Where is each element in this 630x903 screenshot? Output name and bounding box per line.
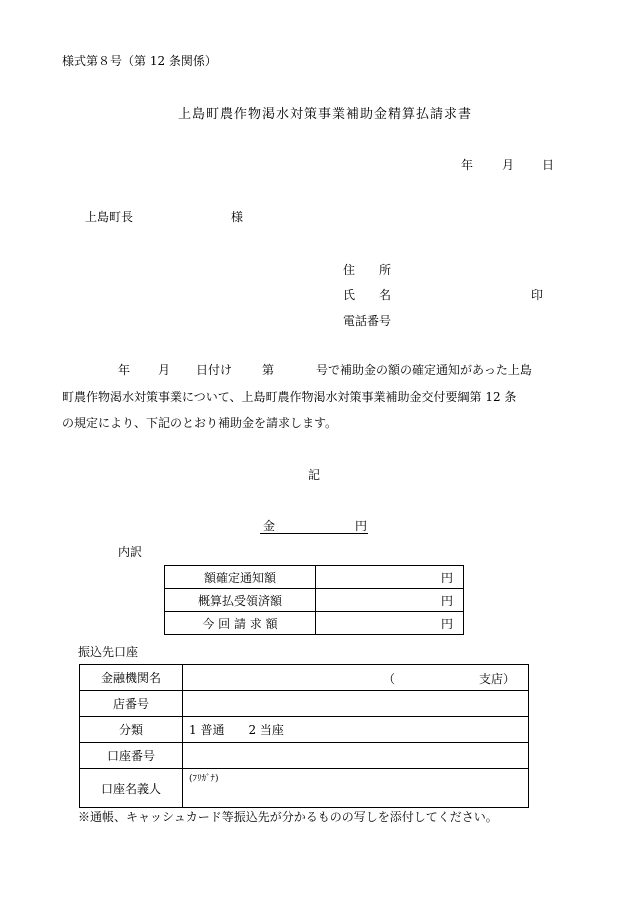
institution-field[interactable]: [183, 665, 529, 691]
phone-label: 電話番号: [343, 314, 392, 328]
table-row: [80, 691, 529, 717]
branch-open: （: [383, 672, 396, 686]
table-row: [80, 717, 529, 743]
amount-yen: 円: [355, 519, 368, 533]
branch-close: 支店）: [479, 672, 516, 686]
body-dai: 第: [262, 363, 275, 377]
table-row: [80, 769, 529, 808]
branch-number-label: 店番号: [80, 691, 183, 717]
body-line3: の規定により、下記のとおり補助金を請求します。: [62, 416, 338, 430]
account-number-label: 口座番号: [80, 743, 183, 769]
addressee-honorific: 様: [231, 210, 244, 224]
table-row: [165, 566, 464, 589]
page-title: 上島町農作物渇水対策事業補助金精算払請求書: [178, 107, 473, 122]
body-line2: 町農作物渇水対策事業について、上島町農作物渇水対策事業補助金交付要綱第 12 条: [62, 390, 517, 404]
date-day: 日: [542, 158, 555, 172]
breakdown-value[interactable]: 円: [316, 589, 464, 612]
holder-field[interactable]: [183, 769, 529, 808]
breakdown-heading: 内訳: [118, 545, 143, 559]
bank-heading: 振込先口座: [78, 645, 139, 659]
body-date: 日付け: [196, 363, 233, 377]
breakdown-label: 額確定通知額: [165, 566, 316, 589]
table-row: [80, 665, 529, 691]
breakdown-label: 今 回 請 求 額: [165, 612, 316, 635]
table-row: [165, 612, 464, 635]
form-number: 様式第８号（第 12 条関係）: [62, 54, 217, 68]
amount-line: [260, 517, 368, 534]
amount-kin: 金: [263, 519, 276, 533]
type-label: 分類: [80, 717, 183, 743]
address-label: 住 所: [343, 263, 392, 277]
name-label: 氏 名: [343, 288, 392, 302]
date-month: 月: [502, 158, 515, 172]
account-number-field[interactable]: [183, 743, 529, 769]
holder-label: 口座名義人: [80, 769, 183, 808]
addressee-name: 上島町長: [85, 210, 134, 224]
seal-mark: 印: [531, 288, 544, 302]
body-year: 年: [118, 363, 131, 377]
body-month: 月: [158, 363, 171, 377]
breakdown-value[interactable]: 円: [316, 566, 464, 589]
breakdown-table: [164, 565, 464, 635]
date-year: 年: [461, 158, 474, 172]
ki-heading: 記: [308, 468, 321, 482]
furigana-label: (ﾌﾘｶﾞﾅ): [189, 774, 219, 784]
type-field[interactable]: 1 普通 2 当座: [183, 717, 529, 743]
institution-label: 金融機関名: [80, 665, 183, 691]
table-row: [80, 743, 529, 769]
table-row: [165, 589, 464, 612]
bank-table: [79, 664, 529, 808]
branch-number-field[interactable]: [183, 691, 529, 717]
body-line1: 号で補助金の額の確定通知があった上島: [316, 363, 532, 377]
breakdown-label: 概算払受領済額: [165, 589, 316, 612]
attachment-note: ※通帳、キャッシュカード等振込先が分かるものの写しを添付してください。: [78, 810, 498, 824]
breakdown-value[interactable]: 円: [316, 612, 464, 635]
